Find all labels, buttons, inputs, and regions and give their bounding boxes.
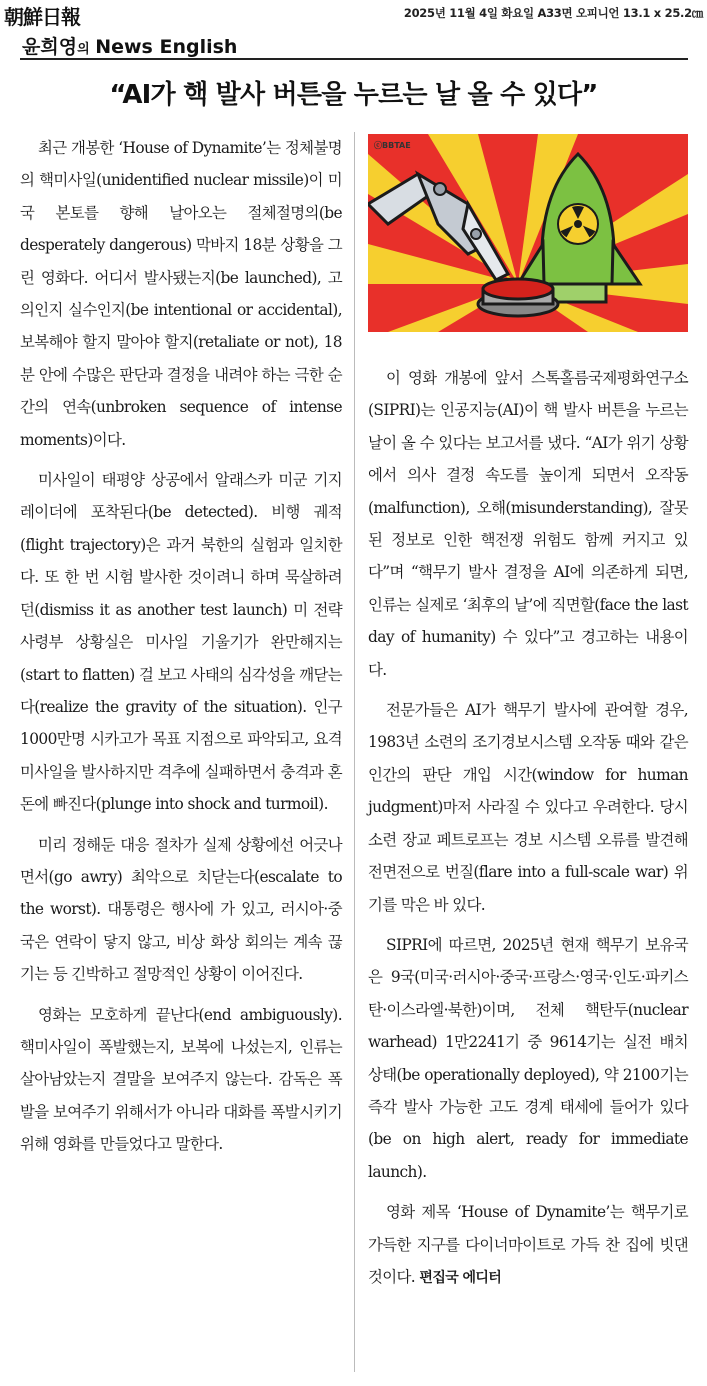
- paragraph: 미사일이 태평양 상공에서 알래스카 미군 기지 레이더에 포착된다(be detected). 비행 궤적(flight trajectory)은 과거 북한의 실험과 일치한다. 또 한 번 시험 발사한 것이려니 하며 묵살하려던(dismiss it as another test launch) 미 전략사령부 상황실은 미사일 기울기가 완만해지는(start to flatten) 걸 보고 사태의 심각성을 깨닫는다(realize the gravity of the situation). 인구 1000만명 시카고가 목표 지점으로 파악되고, 요격 미사일을 발사하지만 격추에 실패하면서 충격과 혼돈에 빠진다(plunge into shock and turmoil).: [20, 471, 342, 814]
- illustration-art: [368, 134, 688, 332]
- paragraph-text: 영화 제목 ‘House of Dynamite’는 핵무기로 가득한 지구를 다이너마이트로 가득 찬 집에 빗댄 것이다.: [368, 1203, 688, 1286]
- paragraph: 영화는 모호하게 끝난다(end ambiguously). 핵미사일이 폭발했는지, 보복에 나섰는지, 인류는 살아남았는지 결말을 보여주지 않는다. 감독은 폭발을 보여주기 위해서가 아니라 대화를 폭발시키기 위해 영화를 만들었다고 말한다.: [20, 1005, 342, 1154]
- article-column-left: [20, 132, 342, 1161]
- dateline: 2025년 11월 4일 화요일 A33면 오피니언 13.1 x 25.2㎝: [403, 6, 703, 20]
- paragraph: 미리 정해둔 대응 절차가 실제 상황에선 어긋나면서(go awry) 최악으로 치닫는다(escalate to the worst). 대통령은 행사에 가 있고, 러시아·중국은 연락이 닿지 않고, 비상 화상 회의는 계속 끊기는 등 긴박하고 절망적인 상황이 이어진다.: [20, 835, 342, 984]
- headline: “AI가 핵 발사 버튼을 누르는 날 올 수 있다”: [109, 80, 598, 110]
- paragraph: 전문가들은 AI가 핵무기 발사에 관여할 경우, 1983년 소련의 조기경보시스템 오작동 때와 같은 인간의 판단 개입 시간(window for human judgment)마저 사라질 수 있다고 우려한다. 당시 소련 장교 페트로프는 경보 시스템 오류를 발견해 전면전으로 번질(flare into a full-scale war) 위기를 막은 바 있다.: [368, 701, 688, 914]
- newspaper-logo: 朝鮮日報: [4, 5, 80, 29]
- illustration-credit: ⓒBBTAE: [374, 141, 411, 150]
- article-column-right: [368, 362, 688, 1294]
- paragraph-last: [368, 1196, 688, 1294]
- paragraph: 최근 개봉한 ‘House of Dynamite’는 정체불명의 핵미사일(unidentified nuclear missile)이 미국 본토를 향해 날아오는 절체절명의(be desperately dangerous) 막바지 18분 상황을 그린 영화다. 어디서 발사됐는지(be launched), 고의인지 실수인지(be intentional or accidental), 보복해야 할지 말아야 할지(retaliate or not), 18분 안에 수많은 판단과 결정을 내려야 하는 극한 순간의 연속(unbroken sequence of intense moments)이다.: [20, 139, 342, 449]
- column-author: 윤희영: [22, 36, 78, 58]
- paragraph: 이 영화 개봉에 앞서 스톡홀름국제평화연구소(SIPRI)는 인공지능(AI)이 핵 발사 버튼을 누르는 날이 올 수 있다는 보고서를 냈다. “AI가 위기 상황에서 의사 결정 속도를 높이게 되면서 오작동(malfunction), 오해(misunderstanding), 잘못된 정보로 인한 핵전쟁 위험도 함께 커지고 있다”며 “핵무기 발사 결정을 AI에 의존하게 되면, 인류는 실제로 ‘최후의 날’에 직면할(face the last day of humanity) 수 있다”고 경고하는 내용이다.: [368, 369, 688, 679]
- radiation-symbol-icon: [558, 204, 598, 244]
- column-title: [22, 32, 237, 59]
- column-divider: [354, 132, 355, 1372]
- red-button-icon: [478, 279, 558, 316]
- column-particle: 의: [77, 42, 90, 57]
- illustration: [368, 134, 688, 332]
- paragraph: SIPRI에 따르면, 2025년 현재 핵무기 보유국은 9국(미국·러시아·중국·프랑스·영국·인도·파키스탄·이스라엘·북한)이며, 전체 핵탄두(nuclear warhead) 1만2241기 중 9614기는 실전 배치 상태(be operationally deployed), 약 2100기는 즉각 발사 가능한 고도 경계 태세에 들어가 있다(be on high alert, ready for immediate launch).: [368, 935, 688, 1181]
- title-rule: [20, 58, 688, 60]
- column-series: News English: [95, 36, 238, 58]
- author-signature: 편집국 에디터: [419, 1269, 502, 1286]
- masthead: [0, 0, 707, 29]
